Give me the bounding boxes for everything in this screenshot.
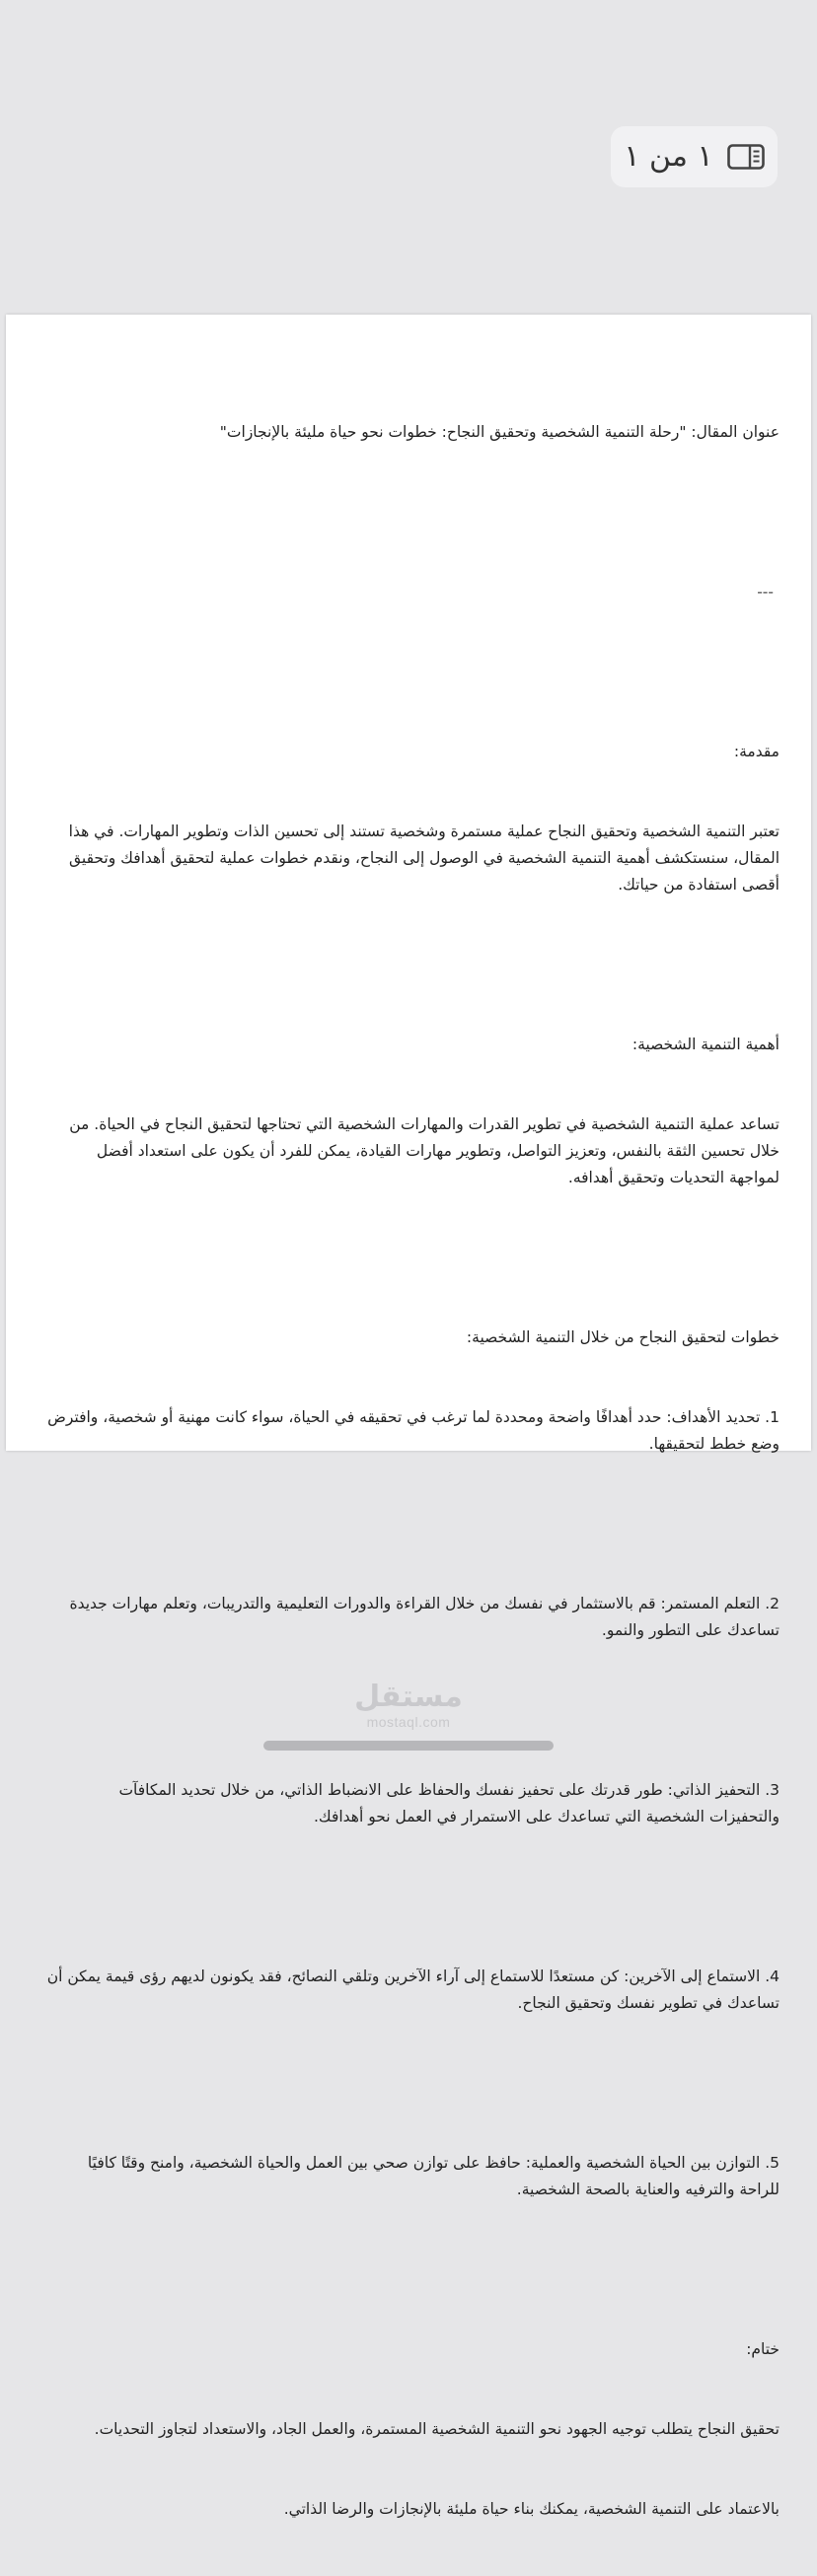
home-indicator[interactable] [263, 1741, 554, 1751]
conclusion-heading: ختام: [746, 2340, 780, 2358]
step-item: 4. الاستماع إلى الآخرين: كن مستعدًا للاستماع إلى آراء الآخرين وتلقي النصائح، فقد يكونون لديهم رؤى قيمة يمكن أن تساعدك في تطوير نفسك وتحقيق النجاح. [41, 1968, 780, 2012]
conclusion-line: تحقيق النجاح يتطلب توجيه الجهود نحو التنمية الشخصية المستمرة، والعمل الجاد، والاستعداد لتجاوز التحديات. [94, 2420, 780, 2438]
watermark-latin: mostaql.com [366, 1714, 451, 1730]
intro-body: تعتبر التنمية الشخصية وتحقيق النجاح عملية مستمرة وشخصية تستند إلى تحسين الذات وتطوير المهارات. في هذا المقال، سنستكشف أهمية التنمية الشخصية في الوصول إلى النجاح، ونقدم خطوات عملية لتحقيق أهدافك وتحقيق أقصى استفادة من حياتك. [63, 823, 780, 894]
intro-heading: مقدمة: [733, 743, 780, 760]
step-item: 3. التحفيز الذاتي: طور قدرتك على تحفيز نفسك والحفاظ على الانضباط الذاتي، من خلال تحديد المكافآت والتحفيزات الشخصية التي تساعدك على الاستمرار في العمل نحو أهدافك. [113, 1781, 780, 1825]
separator: --- [757, 583, 774, 601]
page-counter[interactable] [611, 126, 778, 187]
step-item: 2. التعلم المستمر: قم بالاستثمار في نفسك من خلال القراءة والدورات التعليمية والتدريبات، وتعلم مهارات جديدة تساعدك على التطور والنمو. [64, 1595, 780, 1639]
watermark-arabic: مستقل [354, 1680, 463, 1714]
document-text [41, 366, 780, 2576]
sidebar-panel-icon[interactable] [727, 144, 765, 170]
article-title: عنوان المقال: "رحلة التنمية الشخصية وتحقيق النجاح: خطوات نحو حياة مليئة بالإنجازات" [219, 423, 780, 441]
conclusion-line: بالاعتماد على التنمية الشخصية، يمكنك بناء حياة مليئة بالإنجازات والرضا الذاتي. [283, 2500, 780, 2518]
steps-heading: خطوات لتحقيق النجاح من خلال التنمية الشخصية: [466, 1328, 780, 1346]
step-item: 1. تحديد الأهداف: حدد أهدافًا واضحة ومحددة لما ترغب في تحقيقه في الحياة، سواء كانت مهنية أو شخصية، وافترض وضع خطط لتحقيقها. [42, 1408, 780, 1453]
mostaql-watermark [0, 1681, 817, 1730]
page-count-label: ١ من ١ [624, 139, 713, 174]
importance-body: تساعد عملية التنمية الشخصية في تطوير القدرات والمهارات الشخصية التي تحتاجها لتحقيق النجاح في الحياة. من خلال تحسين الثقة بالنفس، وتعزيز التواصل، وتطوير مهارات القيادة، يمكن للفرد أن يكون على استعداد أفضل لمواجهة التحديات وتحقيق أهدافه. [64, 1115, 780, 1186]
importance-heading: أهمية التنمية الشخصية: [631, 1036, 780, 1053]
step-item: 5. التوازن بين الحياة الشخصية والعملية: حافظ على توازن صحي بين العمل والحياة الشخصية، وامنح وقتًا كافيًا للراحة والترفيه والعناية بالصحة الشخصية. [82, 2154, 780, 2198]
